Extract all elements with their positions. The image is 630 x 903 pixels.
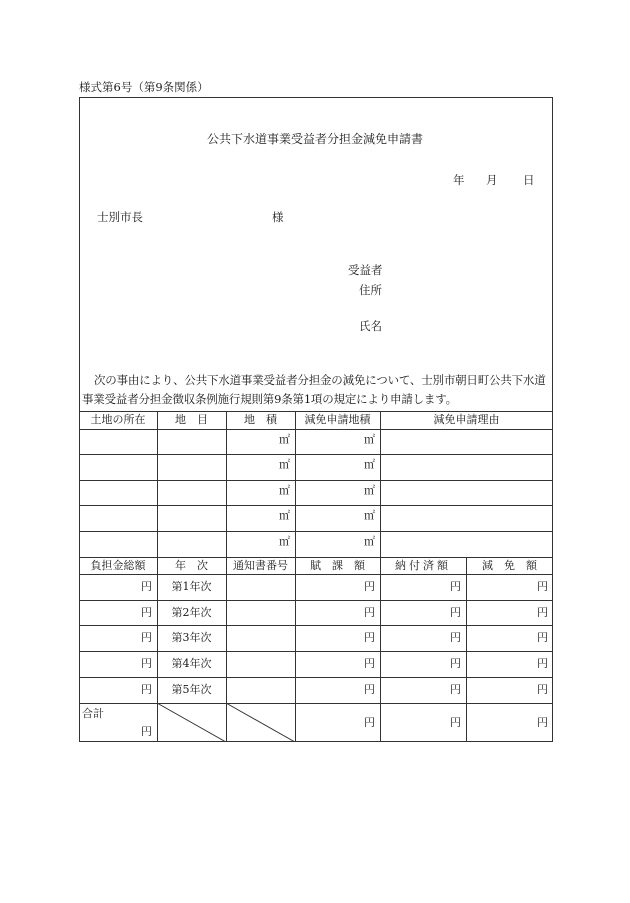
paid-amount-cell: 円 xyxy=(450,580,461,593)
fiscal-year-cell: 第5年次 xyxy=(171,683,212,696)
header-land-category: 地 目 xyxy=(175,413,208,426)
assessed-amount-cell: 円 xyxy=(364,631,375,644)
header-total-charge: 負担金総額 xyxy=(90,558,146,572)
applicant-name-label: 氏名 xyxy=(359,319,382,333)
fiscal-year-cell: 第4年次 xyxy=(171,657,212,670)
header-paid-amount: 納付済額 xyxy=(395,558,451,572)
total-paid-amount-cell: 円 xyxy=(450,715,461,729)
requested-area-unit: ㎡ xyxy=(364,433,375,446)
fiscal-year-cell: 第2年次 xyxy=(171,605,212,619)
form-title: 公共下水道事業受益者分担金減免申請書 xyxy=(206,132,423,146)
applicant-address-label: 住所 xyxy=(359,283,382,297)
application-table xyxy=(79,411,553,742)
total-label: 合計 xyxy=(82,707,104,720)
header-land-location: 土地の所在 xyxy=(90,413,146,426)
reduction-amount-cell: 円 xyxy=(537,605,548,619)
form-number: 様式第6号（第9条関係） xyxy=(79,80,209,94)
fiscal-year-cell: 第1年次 xyxy=(171,580,212,593)
total-charge-cell: 円 xyxy=(141,631,152,644)
header-assessed-amount: 賦 課 額 xyxy=(310,558,365,572)
application-statement: 次の事由により、公共下水道事業受益者分担金の減免について、士別市朝日町公共下水道事業受益者分担金徴収条例施行規則第9条第1項の規定により申請します。 xyxy=(82,373,546,406)
paid-amount-cell: 円 xyxy=(450,605,461,619)
paid-amount-cell: 円 xyxy=(450,657,461,670)
header-reduction-amount: 減 免 額 xyxy=(482,558,537,572)
land-area-unit: ㎡ xyxy=(279,509,290,522)
assessed-amount-cell: 円 xyxy=(364,657,375,670)
requested-area-unit: ㎡ xyxy=(364,509,375,522)
paid-amount-cell: 円 xyxy=(450,631,461,644)
total-reduction-amount-cell: 円 xyxy=(537,715,548,729)
honorific: 様 xyxy=(272,210,284,224)
requested-area-unit: ㎡ xyxy=(364,484,375,497)
header-reduction-reason: 減免申請理由 xyxy=(433,413,500,426)
assessed-amount-cell: 円 xyxy=(364,605,375,619)
header-land-area: 地 積 xyxy=(244,413,277,426)
reduction-amount-cell: 円 xyxy=(537,580,548,593)
reduction-amount-cell: 円 xyxy=(537,683,548,696)
date-year-label: 年 xyxy=(453,173,465,187)
total-assessed-amount-cell: 円 xyxy=(364,715,375,729)
paid-amount-cell: 円 xyxy=(450,683,461,696)
requested-area-unit: ㎡ xyxy=(364,535,375,548)
header-fiscal-year: 年 次 xyxy=(175,558,208,572)
addressee: 士別市長 xyxy=(97,210,143,224)
diagonal-strike-notice xyxy=(226,703,295,742)
total-charge-cell: 円 xyxy=(141,605,152,619)
land-area-unit: ㎡ xyxy=(279,433,290,446)
land-area-unit: ㎡ xyxy=(279,484,290,497)
requested-area-unit: ㎡ xyxy=(364,458,375,471)
total-charge-sum-unit: 円 xyxy=(141,724,152,738)
assessed-amount-cell: 円 xyxy=(364,683,375,696)
fiscal-year-cell: 第3年次 xyxy=(171,631,212,644)
total-charge-cell: 円 xyxy=(141,657,152,670)
land-area-unit: ㎡ xyxy=(279,535,290,548)
date-day-label: 日 xyxy=(523,173,535,187)
total-charge-cell: 円 xyxy=(141,580,152,593)
reduction-amount-cell: 円 xyxy=(537,657,548,670)
reduction-amount-cell: 円 xyxy=(537,631,548,644)
header-notice-number: 通知書番号 xyxy=(233,558,288,572)
applicant-role-label: 受益者 xyxy=(348,263,383,277)
header-requested-area: 減免申請地積 xyxy=(304,413,371,426)
assessed-amount-cell: 円 xyxy=(364,580,375,593)
diagonal-strike-year xyxy=(157,703,226,742)
total-charge-cell: 円 xyxy=(141,683,152,696)
land-area-unit: ㎡ xyxy=(279,458,290,471)
date-month-label: 月 xyxy=(486,173,498,187)
